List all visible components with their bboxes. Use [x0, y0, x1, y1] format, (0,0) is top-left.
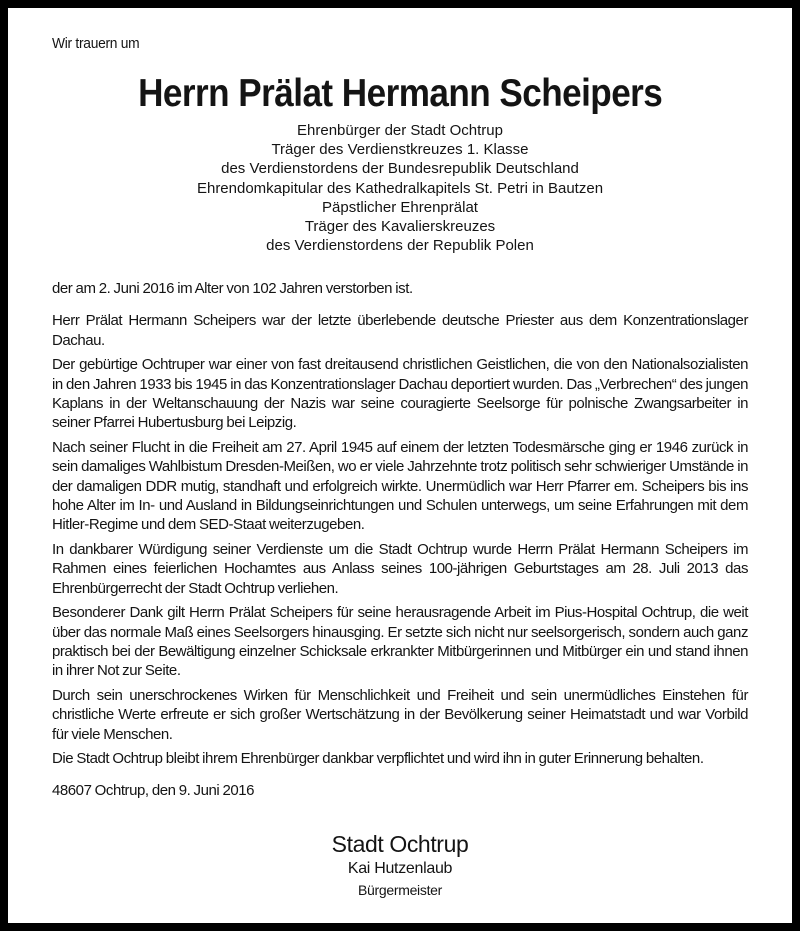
place-and-date: 48607 Ochtrup, den 9. Juni 2016 — [52, 782, 255, 800]
deceased-name: Herrn Prälat Hermann Scheipers — [137, 72, 663, 115]
honor-line: Träger des Verdienstkreuzes 1. Klasse — [271, 141, 529, 159]
obituary-body — [52, 279, 748, 806]
deceased-name-heading — [8, 70, 792, 118]
honor-line: Ehrendomkapitular des Kathedralkapitels St. Petri in Bautzen — [196, 179, 604, 197]
intro-line: Wir trauern um — [52, 35, 140, 52]
body-paragraph: Die Stadt Ochtrup bleibt ihrem Ehrenbürger dankbar verpflichtet und wird ihn in guter Erinnerung behalten. — [52, 749, 704, 767]
honor-line: des Verdienstordens der Republik Polen — [266, 237, 534, 255]
body-paragraph: Durch sein unerschrockenes Wirken für Menschlichkeit und Freiheit und sein unermüdliches Einstehen für christliche Werte erfreute er sich großer Wertschätzung in der Bevölkerung seiner Heimatstadt und war Vorbild für viele Menschen. — [52, 686, 748, 743]
death-statement: der am 2. Juni 2016 im Alter von 102 Jahren verstorben ist. — [52, 280, 413, 297]
body-paragraph: Besonderer Dank gilt Herrn Prälat Scheipers für seine herausragende Arbeit im Pius-Hospital Ochtrup, die weit über das normale Maß eines Seelsorgers hinausging. Er setzte sich nicht nur seelsorgerisch, sondern auch ganz praktisch bei der Bewältigung einzelner Schicksale erkrankter Mitbürgerinnen und Mitbürger ein und stand ihnen in ihrer Not zur Seite. — [52, 604, 748, 680]
signature-person: Kai Hutzenlaub — [347, 860, 453, 877]
body-paragraph: Herr Prälat Hermann Scheipers war der letzte überlebende deutsche Priester aus dem Konzentrationslager Dachau. — [52, 312, 748, 349]
honor-line: des Verdienstordens der Bundesrepublik Deutschland — [221, 160, 579, 178]
body-paragraph: Nach seiner Flucht in die Freiheit am 27. April 1945 auf einem der letzten Todesmärsche ging er 1946 zurück in sein damaliges Wahlbistum Dresden-Meißen, wo er viele Jahrzehnte trotz politisch sehr schwieriger Umstände in der damaligen DDR mutig, standhaft und erfolgreich wirkte. Unermüdlich war Herr Pfarrer em. Scheipers bis ins hohe Alter im In- und Ausland in Bildungseinrichtungen und Schulen unterwegs, um seine Erfahrungen mit dem Hitler-Regime und dem SED-Staat weiterzugeben. — [52, 438, 748, 534]
obituary-notice — [8, 8, 792, 923]
signature-organization: Stadt Ochtrup — [331, 831, 469, 857]
honor-line: Päpstlicher Ehrenprälat — [322, 198, 478, 216]
signature-role: Bürgermeister — [357, 882, 443, 898]
honor-line: Ehrenbürger der Stadt Ochtrup — [297, 122, 503, 139]
body-paragraph: In dankbarer Würdigung seiner Verdienste um die Stadt Ochtrup wurde Herrn Prälat Hermann Scheipers im Rahmen eines feierlichen Hochamtes aus Anlass seines 100-jährigen Geburtstages am 28. Juli 2013 das Ehrenbürgerrecht der Stadt Ochtrup verliehen. — [52, 540, 748, 597]
signature-block — [8, 830, 792, 900]
body-paragraph: Der gebürtige Ochtruper war einer von fast dreitausend christlichen Geistlichen, die von den Nationalsozialisten in den Jahren 1933 bis 1945 in das Konzentrationslager Dachau deportiert wurden. Das „Verbrechen“ des jungen Kaplans in der Weltanschauung der Nazis war seine couragierte Seelsorge für polnische Zwangsarbeiter in seiner Pfarrei Hubertusburg bei Leipzig. — [52, 356, 748, 432]
honor-line: Träger des Kavalierskreuzes — [304, 218, 496, 236]
honors-list — [8, 121, 792, 255]
